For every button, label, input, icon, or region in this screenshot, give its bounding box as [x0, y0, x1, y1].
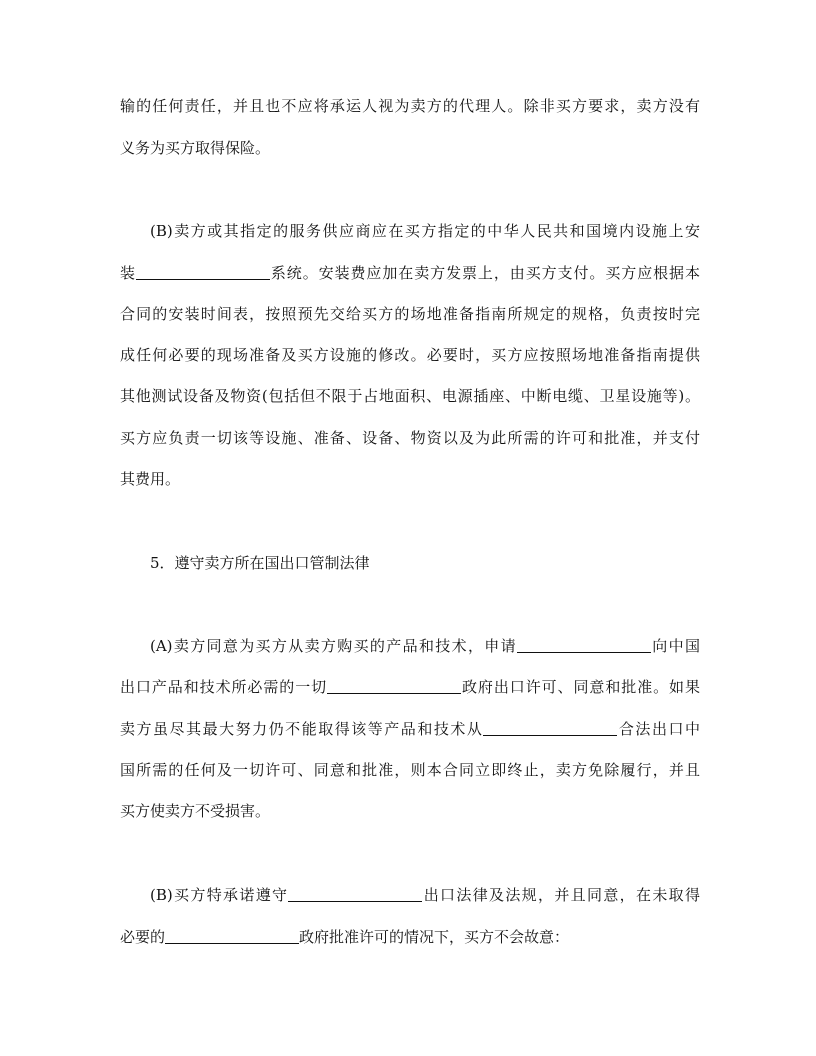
body-line	[120, 386, 700, 406]
body-text: 出口产品和技术所必需的一切	[120, 678, 328, 696]
fill-in-blank[interactable]	[288, 887, 422, 902]
body-text: 系统。安装费应加在卖方发票上，由买方支付。买方应根据本	[269, 264, 700, 282]
body-line	[120, 304, 700, 324]
body-text: 国所需的任何及一切许可、同意和批准，则本合同立即终止，卖方免除履行，并且	[120, 761, 700, 779]
paragraph-first-line	[150, 885, 700, 905]
body-text: (B)买方特承诺遵守	[150, 886, 289, 904]
fill-in-blank[interactable]	[136, 265, 270, 280]
body-text: 合法出口中	[617, 720, 700, 738]
body-text: 向中国	[650, 637, 700, 655]
body-text: 义务为买方取得保险。	[120, 139, 271, 157]
body-text: 出口法律及法规，并且同意，在未取得	[422, 886, 700, 904]
section-heading-text: 5．遵守卖方所在国出口管制法律	[150, 554, 370, 572]
paragraph-first-line	[150, 221, 700, 241]
body-line	[120, 927, 700, 947]
body-text: 买方使卖方不受损害。	[120, 802, 271, 820]
body-line	[120, 96, 700, 116]
body-line	[120, 138, 700, 158]
section-heading	[150, 553, 700, 573]
body-line	[120, 263, 700, 283]
body-text: 装	[120, 264, 136, 282]
body-line	[120, 428, 700, 448]
body-text: 必要的	[120, 928, 166, 946]
body-line	[120, 469, 700, 489]
paragraph-first-line	[150, 636, 700, 656]
body-text: (B)卖方或其指定的服务供应商应在买方指定的中华人民共和国境内设施上安	[150, 222, 700, 240]
body-text: (A)卖方同意为买方从卖方购买的产品和技术，申请	[150, 637, 517, 655]
body-line	[120, 719, 700, 739]
body-line	[120, 801, 700, 821]
body-line	[120, 760, 700, 780]
fill-in-blank[interactable]	[483, 721, 617, 736]
body-text: 政府批准许可的情况下，买方不会故意：	[299, 928, 570, 946]
fill-in-blank[interactable]	[165, 929, 299, 944]
fill-in-blank[interactable]	[327, 679, 461, 694]
body-line	[120, 677, 700, 697]
body-text: 其他测试设备及物资(包括但不限于占地面积、电源插座、中断电缆、卫星设施等)。	[120, 387, 700, 405]
body-text: 成任何必要的现场准备及买方设施的修改。必要时，买方应按照场地准备指南提供	[120, 346, 700, 364]
body-text: 政府出口许可、同意和批准。如果	[461, 678, 700, 696]
body-text: 其费用。	[120, 470, 181, 488]
body-text: 合同的安装时间表，按照预先交给买方的场地准备指南所规定的规格，负责按时完	[120, 305, 700, 323]
body-text: 买方应负责一切该等设施、准备、设备、物资以及为此所需的许可和批准，并支付	[120, 429, 700, 447]
fill-in-blank[interactable]	[517, 638, 651, 653]
body-text: 输的任何责任，并且也不应将承运人视为卖方的代理人。除非买方要求，卖方没有	[120, 97, 700, 115]
body-line	[120, 345, 700, 365]
body-text: 卖方虽尽其最大努力仍不能取得该等产品和技术从	[120, 720, 484, 738]
